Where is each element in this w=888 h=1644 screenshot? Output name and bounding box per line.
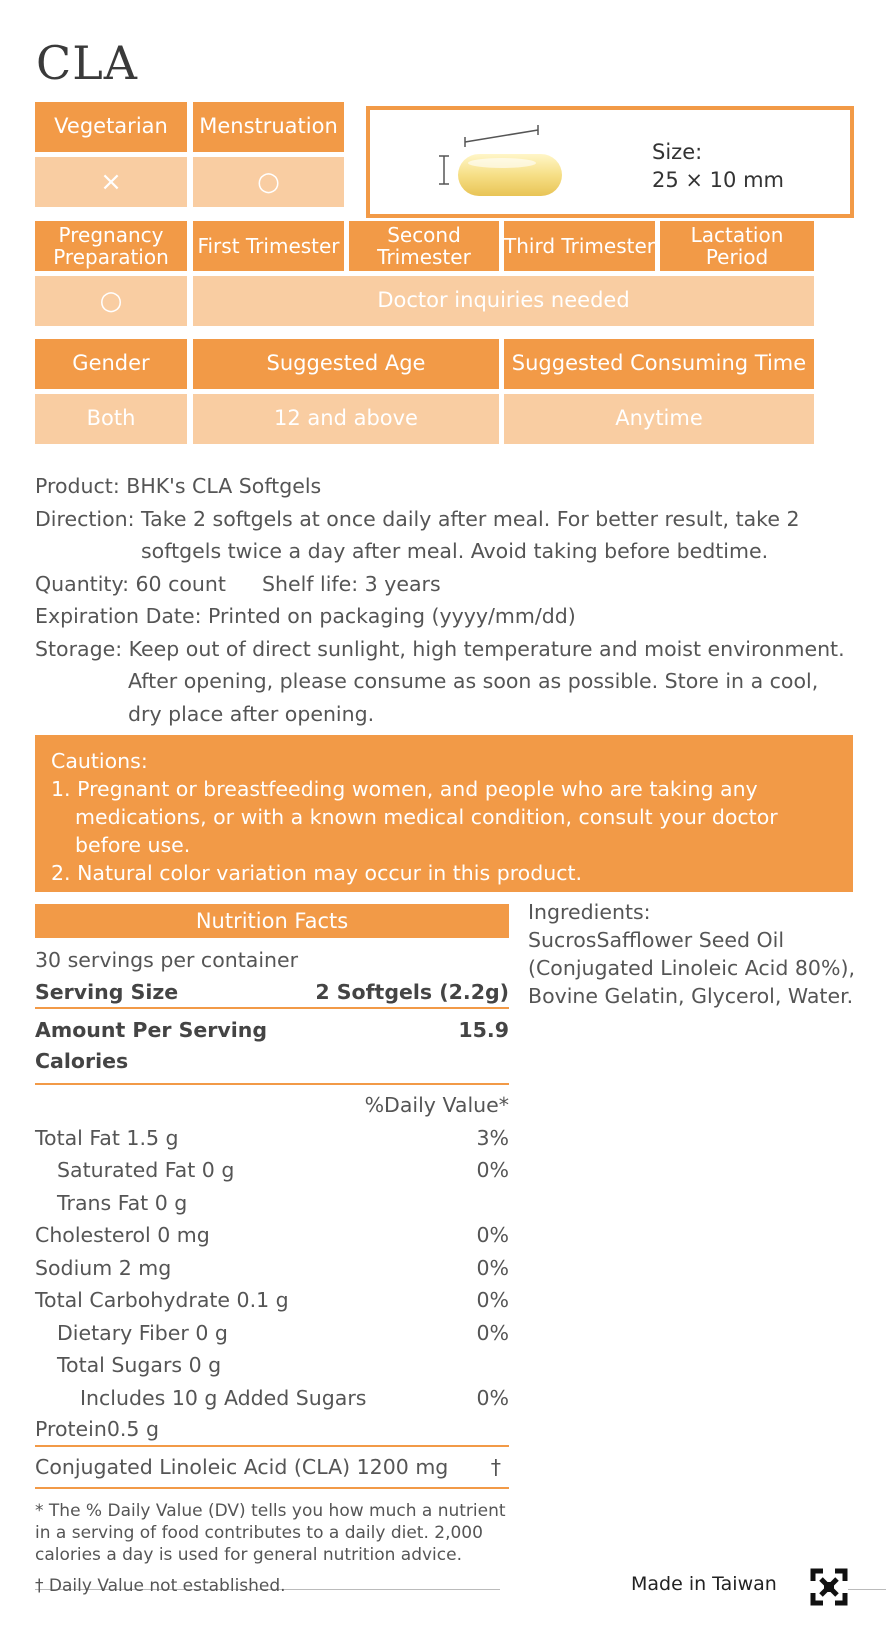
first-trimester-header: First Trimester bbox=[193, 221, 344, 271]
nutrient-dv: 0% bbox=[476, 1255, 509, 1280]
recycle-icon bbox=[809, 1567, 849, 1607]
storage-block bbox=[35, 633, 855, 731]
nutrient-row bbox=[35, 1382, 509, 1415]
nutrient-dv: 0% bbox=[476, 1288, 509, 1313]
size-caption: Size: bbox=[652, 140, 703, 164]
nutrient-row bbox=[35, 1284, 509, 1317]
made-in-taiwan: Made in Taiwan bbox=[631, 1573, 777, 1595]
preparation-value: ○ bbox=[35, 276, 187, 326]
daily-value-footnote: * The % Daily Value (DV) tells you how much a nutrient in a serving of food contributes to a daily diet. 2,000 calories a day is used for general nutrition advice. bbox=[35, 1501, 506, 1565]
suggested-age-value: 12 and above bbox=[193, 394, 499, 444]
nutrient-dv: 3% bbox=[476, 1125, 509, 1150]
serving-size-label: Serving Size bbox=[35, 979, 179, 1004]
nutrient-label: Dietary Fiber 0 g bbox=[57, 1320, 228, 1345]
vegetarian-value: × bbox=[35, 157, 187, 207]
consuming-time-header: Suggested Consuming Time bbox=[504, 339, 814, 389]
calories-value: 15.9 bbox=[458, 1018, 509, 1042]
nutrient-label: Sodium 2 mg bbox=[35, 1255, 172, 1280]
nutrient-row bbox=[35, 1187, 509, 1220]
nutrient-label: Cholesterol 0 mg bbox=[35, 1223, 210, 1248]
calories-block bbox=[35, 1009, 509, 1085]
third-trimester-header: Third Trimester bbox=[504, 221, 655, 271]
nutrient-row bbox=[35, 1414, 509, 1447]
cautions-heading: Cautions: bbox=[51, 749, 148, 773]
nutrient-row bbox=[35, 1154, 509, 1187]
menstruation-value: ○ bbox=[193, 157, 344, 207]
storage-line-2: After opening, please consume as soon as possible. Store in a cool, bbox=[128, 669, 819, 693]
storage-line-1: Storage: Keep out of direct sunlight, high temperature and moist environment. bbox=[35, 636, 845, 661]
quantity-shelf-line bbox=[35, 568, 855, 601]
nutrient-label: Saturated Fat 0 g bbox=[57, 1158, 235, 1183]
nutrient-row bbox=[35, 1349, 509, 1382]
size-value: 25 × 10 mm bbox=[652, 168, 784, 193]
cla-label: Conjugated Linoleic Acid (CLA) 1200 mg bbox=[35, 1454, 449, 1479]
nutrition-facts-table bbox=[35, 944, 509, 1489]
serving-size-value: 2 Softgels (2.2g) bbox=[315, 979, 509, 1004]
quantity: Quantity: 60 count bbox=[35, 571, 226, 596]
amount-per-serving-label: Amount Per Serving bbox=[35, 1018, 268, 1042]
nutrient-row bbox=[35, 1122, 509, 1155]
direction-line-2: softgels twice a day after meal. Avoid taking before bedtime. bbox=[141, 539, 769, 563]
nutrient-dv: 0% bbox=[476, 1158, 509, 1183]
ingredients-text: SucrosSafflower Seed Oil (Conjugated Linoleic Acid 80%), Bovine Gelatin, Glycerol, Water. bbox=[528, 928, 855, 1008]
nutrition-facts-header: Nutrition Facts bbox=[35, 904, 509, 938]
consuming-time-value: Anytime bbox=[504, 394, 814, 444]
nutrient-label: Trans Fat 0 g bbox=[57, 1190, 188, 1215]
daily-value-header: %Daily Value* bbox=[364, 1093, 509, 1118]
nutrient-row bbox=[35, 1252, 509, 1285]
dagger-note: † Daily Value not established. bbox=[35, 1576, 286, 1596]
height-marker-icon bbox=[434, 152, 454, 192]
daily-value-header-line bbox=[35, 1089, 509, 1122]
caution-item-2: 2. Natural color variation may occur in this product. bbox=[51, 861, 583, 885]
size-box bbox=[366, 106, 854, 218]
lactation-period-header: Lactation Period bbox=[660, 221, 814, 271]
calories-label: Calories bbox=[35, 1049, 129, 1073]
second-trimester-header: Second Trimester bbox=[349, 221, 499, 271]
nutrient-row bbox=[35, 1317, 509, 1350]
nutrient-dv: 0% bbox=[476, 1223, 509, 1248]
gender-header: Gender bbox=[35, 339, 187, 389]
expiration-line: Expiration Date: Printed on packaging (yyyy/mm/dd) bbox=[35, 604, 576, 628]
nutrient-label: Includes 10 g Added Sugars bbox=[80, 1385, 367, 1410]
storage-line-3: dry place after opening. bbox=[128, 701, 375, 726]
ingredients bbox=[528, 898, 858, 1010]
ingredients-heading: Ingredients: bbox=[528, 900, 651, 924]
pregnancy-preparation-header: Pregnancy Preparation bbox=[35, 221, 187, 271]
menstruation-header: Menstruation bbox=[193, 102, 344, 152]
product-title: CLA bbox=[36, 36, 138, 90]
servings-line bbox=[35, 944, 509, 977]
cla-dv: † bbox=[490, 1454, 501, 1479]
caution-item-1: 1. Pregnant or breastfeeding women, and people who are taking any medications, or with a known medical condition, consult your doctor before use. bbox=[51, 777, 778, 857]
pregnancy-value: Doctor inquiries needed bbox=[193, 276, 814, 326]
serving-size-line bbox=[35, 977, 509, 1010]
direction-block bbox=[35, 503, 855, 568]
nutrient-label: Total Carbohydrate 0.1 g bbox=[35, 1288, 289, 1313]
nutrient-dv: 0% bbox=[476, 1320, 509, 1345]
nutrient-row bbox=[35, 1219, 509, 1252]
nutrient-label: Total Fat 1.5 g bbox=[35, 1125, 179, 1150]
size-label bbox=[652, 138, 784, 195]
servings-per-container: 30 servings per container bbox=[35, 948, 299, 973]
nutrient-label: Total Sugars 0 g bbox=[57, 1353, 222, 1378]
softgel-icon bbox=[450, 116, 590, 216]
cautions-box bbox=[35, 735, 853, 892]
product-line: Product: BHK's CLA Softgels bbox=[35, 474, 322, 498]
shelf-life: Shelf life: 3 years bbox=[261, 571, 441, 596]
nutrient-label: Protein0.5 g bbox=[35, 1417, 159, 1442]
suggested-age-header: Suggested Age bbox=[193, 339, 499, 389]
product-info bbox=[35, 470, 855, 730]
gender-value: Both bbox=[35, 394, 187, 444]
footer-divider-right bbox=[848, 1589, 886, 1590]
cla-row bbox=[35, 1447, 509, 1489]
direction-line-1: Direction: Take 2 softgels at once daily after meal. For better result, take 2 bbox=[35, 506, 800, 531]
nutrient-dv: 0% bbox=[476, 1385, 509, 1410]
vegetarian-header: Vegetarian bbox=[35, 102, 187, 152]
